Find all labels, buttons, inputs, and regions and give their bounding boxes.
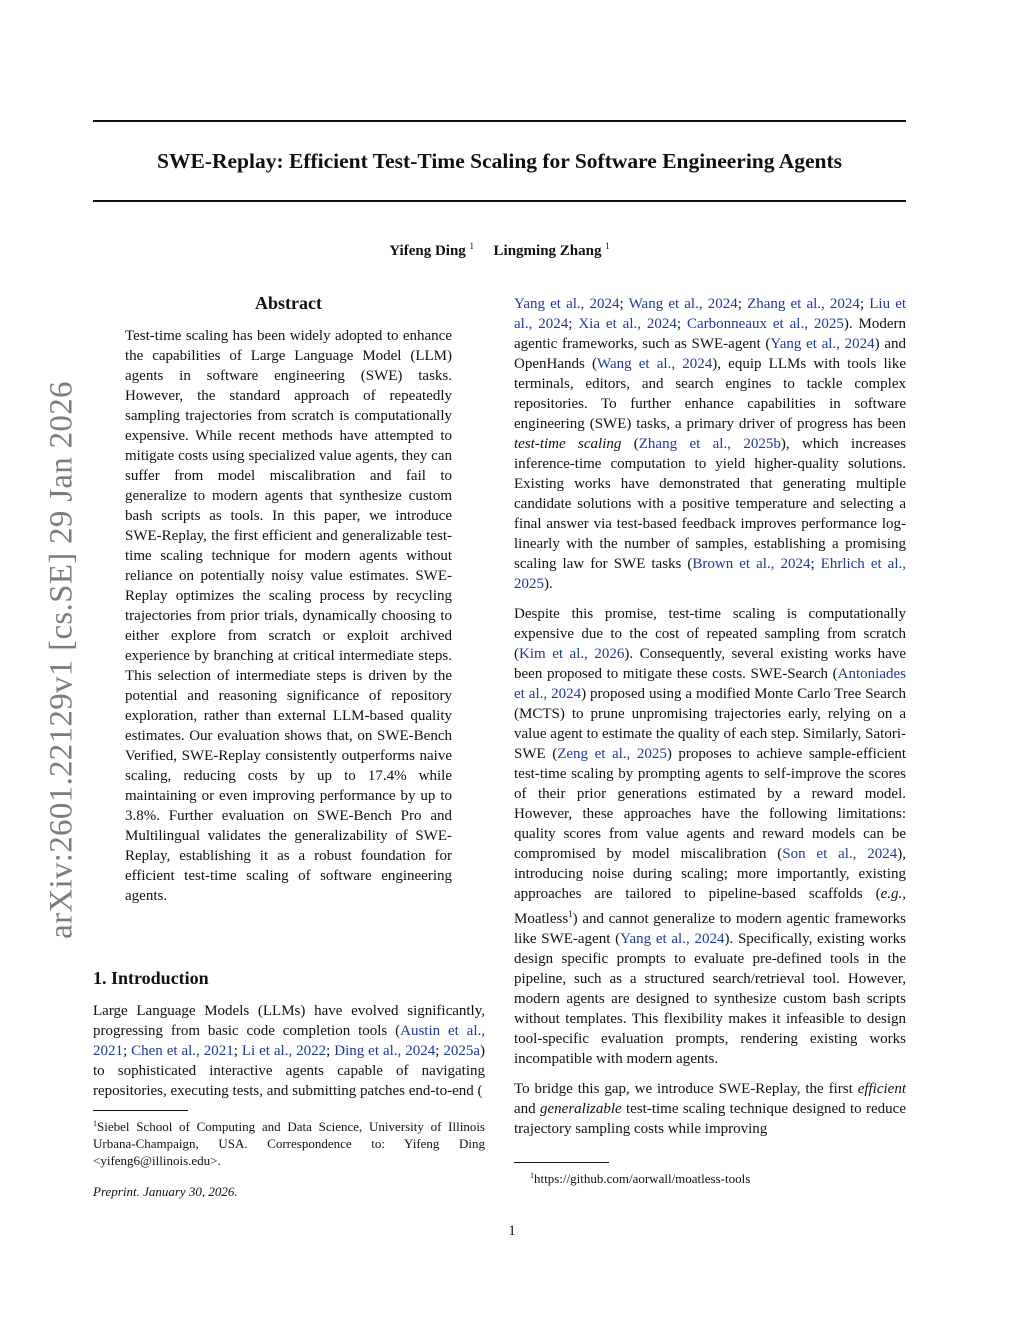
citation-link[interactable]: Wang et al., 2024 [596,356,713,372]
footnote-rule [514,1162,609,1163]
citation-link[interactable]: Wang et al., 2024 [628,296,738,312]
citation-link[interactable]: Antoniades et al., 2024 [514,666,906,702]
citation-link[interactable]: Chen et al., 2021 [131,1043,234,1059]
citation-link[interactable]: Li et al., 2022 [241,1043,327,1059]
affiliation-mark: 1 [605,241,610,251]
citation-link[interactable]: Carbonneaux et al., 2025 [687,316,844,332]
url-footnote: $^1$https://github.com/aorwall/moatless-tools [530,1171,751,1186]
citation-link[interactable]: Yang et al., 2024 [620,931,725,947]
footnote-rule [93,1110,188,1111]
citation-link[interactable]: Zhang et al., 2025b [638,436,781,452]
section-heading-introduction: 1. Introduction [93,968,209,988]
citation-link[interactable]: Zhang et al., 2024 [747,296,860,312]
author-name: Lingming Zhang [493,243,602,259]
author-name: Yifeng Ding [389,243,466,259]
citation-link[interactable]: Liu et al., 2024 [514,296,907,332]
preprint-notice: Preprint. January 30, 2026. [93,1184,238,1199]
citation-link[interactable]: Austin et al., 2021 [93,1023,486,1059]
citation-link[interactable]: Son et al., 2024 [782,846,898,862]
intro-paragraph-1-cont: Yang et al., 2024; Wang et al., 2024; Zhang et al., 2024; Liu et al., 2024; Xia et al., 2024; Carbonneaux et al., 2025). Modern agentic frameworks, such as SWE-agent (Yang et al., 2024) and OpenHands (Wang et al., 2024), equip LLMs with tools like terminals, editors, and search engines to tackle complex repositories. To further enhance capabilities in software engineering (SWE) tasks, a primary driver of progress has been test-time scaling (Zhang et al., 2025b), which increases inference-time computation to yield higher-quality solutions. Existing works have demonstrated that generating multiple candidate solutions with a positive temperature and selecting a final answer via test-based feedback improves performance log-linearly with the number of samples, establishing a promising scaling law for SWE tasks (Brown et al., 2024; Ehrlich et al., 2025). [514,296,907,592]
citation-link[interactable]: Yang et al., 2024 [514,296,620,312]
citation-link[interactable]: Xia et al., 2024 [578,316,677,332]
intro-paragraph-2: Despite this promise, test-time scaling is computationally expensive due to the cost of repeated sampling from scratch (Kim et al., 2026). Consequently, several existing works have been proposed to mitigate these costs. SWE-Search (Antoniades et al., 2024) proposed using a modified Monte Carlo Tree Search (MCTS) to prune unpromising trajectories early, relying on a value agent to estimate the quality of each step. Similarly, Satori-SWE (Zeng et al., 2025) proposes to achieve sample-efficient test-time scaling by prompting agents to self-improve the scores of their prior generations estimated by a reward model. However, these approaches have the following limitations: quality scores from value agents and reward models can be compromised by model miscalibration (Son et al., 2024), introducing noise during scaling; more importantly, existing approaches are tailored to pipeline-based scaffolds (e.g., Moatless$^1$) and cannot generalize to modern agentic frameworks like SWE-agent (Yang et al., 2024). Specifically, existing works design specific prompts to evaluate pre-defined tools in the pipeline, such as a structured search/retrieval tool. However, modern agents are designed to synthesize custom bash scripts without templates. This flexibility makes it infeasible to design tool-specific evaluation prompts, rendering existing works incompatible with modern agents. [514,606,907,1067]
abstract-heading: Abstract [255,293,322,313]
citation-link[interactable]: Yang et al., 2024 [770,336,875,352]
intro-paragraph-3: To bridge this gap, we introduce SWE-Replay, the first efficient and generalizable test-time scaling technique designed to reduce trajectory sampling costs while improving [514,1081,906,1137]
citation-link[interactable]: Kim et al., 2026 [519,646,625,662]
paper-title: SWE-Replay: Efficient Test-Time Scaling for Software Engineering Agents [156,149,842,173]
footnote-marker[interactable]: 1 [568,909,573,919]
title-rule-top [93,120,906,122]
intro-paragraph-1-start: Large Language Models (LLMs) have evolved significantly, progressing from basic code completion tools (Austin et al., 2021; Chen et al., 2021; Li et al., 2022; Ding et al., 2024; 2025a) to sophisticated interactive agents capable of navigating repositories, executing tests, and submitting patches end-to-end ( [93,1003,486,1099]
affiliation-mark: 1 [469,241,475,251]
citation-link[interactable]: Ding et al., 2024 [334,1043,436,1059]
footnote-url-link[interactable]: https://github.com/aorwall/moatless-tools [534,1171,751,1186]
abstract-body: Test-time scaling has been widely adopted to enhance the capabilities of Large Language Model (LLM) agents in software engineering (SWE) tasks. However, the standard approach of repeatedly sampling trajectories from scratch is computationally expensive. While recent methods have attempted to mitigate costs using specialized value agents, they can suffer from model miscalibration and fail to generalize to modern agents that synthesize custom bash scripts as tools. In this paper, we introduce SWE-Replay, the first efficient and generalizable test-time scaling technique for modern agents without reliance on potentially noisy value estimates. SWE-Replay optimizes the scaling process by recycling trajectories from prior trials, dynamically choosing to either explore from scratch or exploit archived experience by branching at critical intermediate steps. This selection of intermediate steps is driven by the potential and reasoning significance of repository exploration, rather than external LLM-based quality estimates. Our evaluation shows that, on SWE-Bench Verified, SWE-Replay consistently outperforms naive scaling, reducing costs by up to 17.4% while maintaining or even improving performance by up to 3.8%. Further evaluation on SWE-Bench Pro and Multilingual validates the generalizability of SWE-Replay, establishing it as a robust foundation for efficient test-time scaling of software engineering agents. [125,328,452,904]
intro-right-column [514,294,906,1139]
author-list [93,236,906,261]
citation-link[interactable]: 2025a [443,1043,480,1059]
citation-link[interactable]: Brown et al., 2024 [692,556,811,572]
page-number: 1 [508,1223,516,1239]
title-rule-bottom [93,200,906,202]
citation-link[interactable]: Ehrlich et al., 2025 [514,556,906,592]
citation-link[interactable]: Zeng et al., 2025 [557,746,667,762]
arxiv-identifier-stamp: arXiv:2601.22129v1 [cs.SE] 29 Jan 2026 [43,381,80,939]
affiliation-footnote: $^1$Siebel School of Computing and Data Science, University of Illinois Urbana-Champaign, USA. Correspondence to: Yifeng Ding <yifeng6@illinois.edu>. [93,1119,485,1168]
